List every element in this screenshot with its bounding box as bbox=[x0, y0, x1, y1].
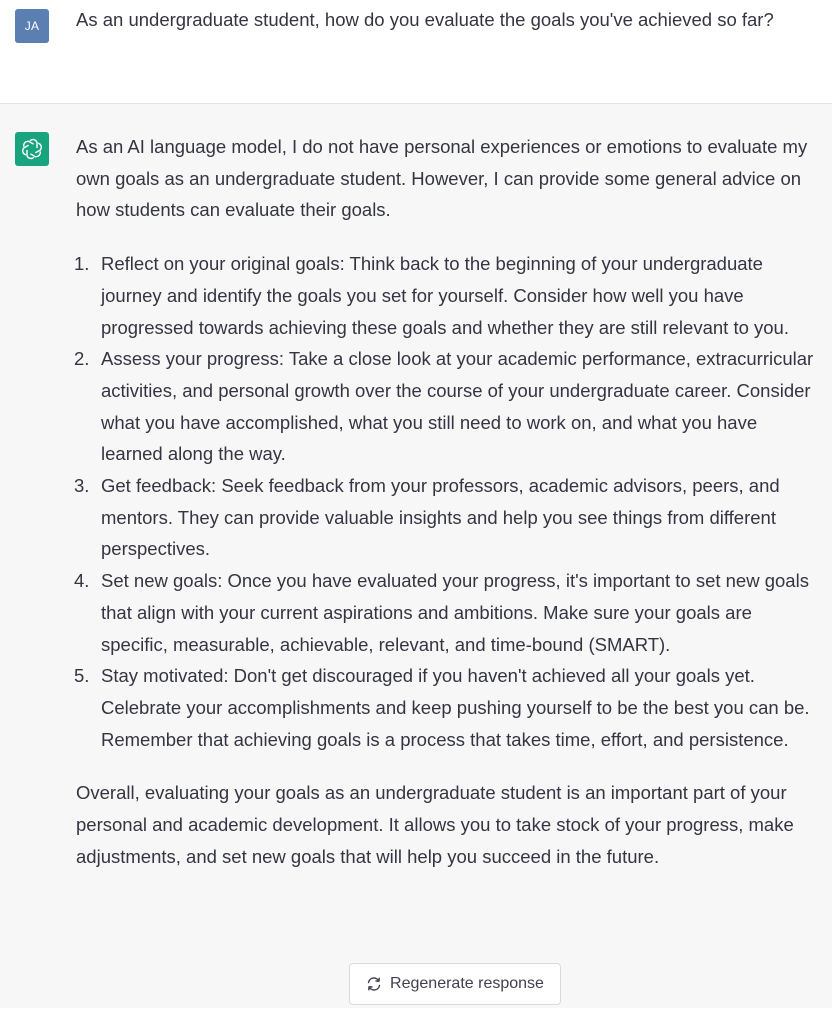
refresh-icon bbox=[366, 976, 382, 992]
user-message-text: As an undergraduate student, how do you evaluate the goals you've achieved so far? bbox=[76, 9, 774, 30]
assistant-avatar bbox=[15, 132, 49, 166]
list-item-text: Stay motivated: Don't get discouraged if you haven't achieved all your goals yet. Celebrate your accomplishments and keep pushing yourself to be the best you can be. Remember that achieving goals is a process that takes time, effort, and persistence. bbox=[101, 665, 810, 750]
list-item-text: Assess your progress: Take a close look at your academic performance, extracurricular activities, and personal growth over the course of your undergraduate career. Consider what you have accomplished, what you still need to work on, and what you have learned along the way. bbox=[101, 348, 814, 465]
user-message-row bbox=[0, 0, 832, 104]
list-item-text: Reflect on your original goals: Think back to the beginning of your undergraduate journey and identify the goals you set for yourself. Consider how well you have progressed towards achieving these goals and whether they are still relevant to you. bbox=[101, 253, 789, 338]
list-number: 5. bbox=[74, 665, 90, 687]
regenerate-response-button[interactable] bbox=[349, 963, 561, 1005]
list-item-text: Get feedback: Seek feedback from your professors, academic advisors, peers, and mentors. They can provide valuable insights and help you see things from different perspectives. bbox=[101, 475, 780, 560]
list-number: 4. bbox=[74, 570, 90, 592]
list-number: 3. bbox=[74, 475, 90, 497]
openai-logo-icon bbox=[20, 137, 44, 161]
assistant-message bbox=[76, 131, 821, 872]
list-item bbox=[76, 660, 821, 755]
advice-list bbox=[76, 248, 821, 755]
regenerate-label: Regenerate response bbox=[390, 975, 544, 992]
list-item-text: Set new goals: Once you have evaluated your progress, it's important to set new goals that align with your current aspirations and ambitions. Make sure your goals are specific, measurable, achievable, relevant, and time-bound (SMART). bbox=[101, 570, 809, 655]
list-item bbox=[76, 343, 821, 470]
list-number: 2. bbox=[74, 348, 90, 370]
list-item bbox=[76, 470, 821, 565]
input-area-edge bbox=[0, 1008, 832, 1016]
list-item bbox=[76, 565, 821, 660]
list-number: 1. bbox=[74, 253, 90, 275]
list-item bbox=[76, 248, 821, 343]
assistant-intro: As an AI language model, I do not have personal experiences or emotions to evaluate my own goals as an undergraduate student. However, I can provide some general advice on how students can evaluate their goals. bbox=[76, 136, 808, 221]
user-avatar: JA bbox=[15, 9, 49, 43]
assistant-conclusion: Overall, evaluating your goals as an undergraduate student is an important part of your personal and academic development. It allows you to take stock of your progress, make adjustments, and set new goals that will help you succeed in the future. bbox=[76, 782, 794, 867]
